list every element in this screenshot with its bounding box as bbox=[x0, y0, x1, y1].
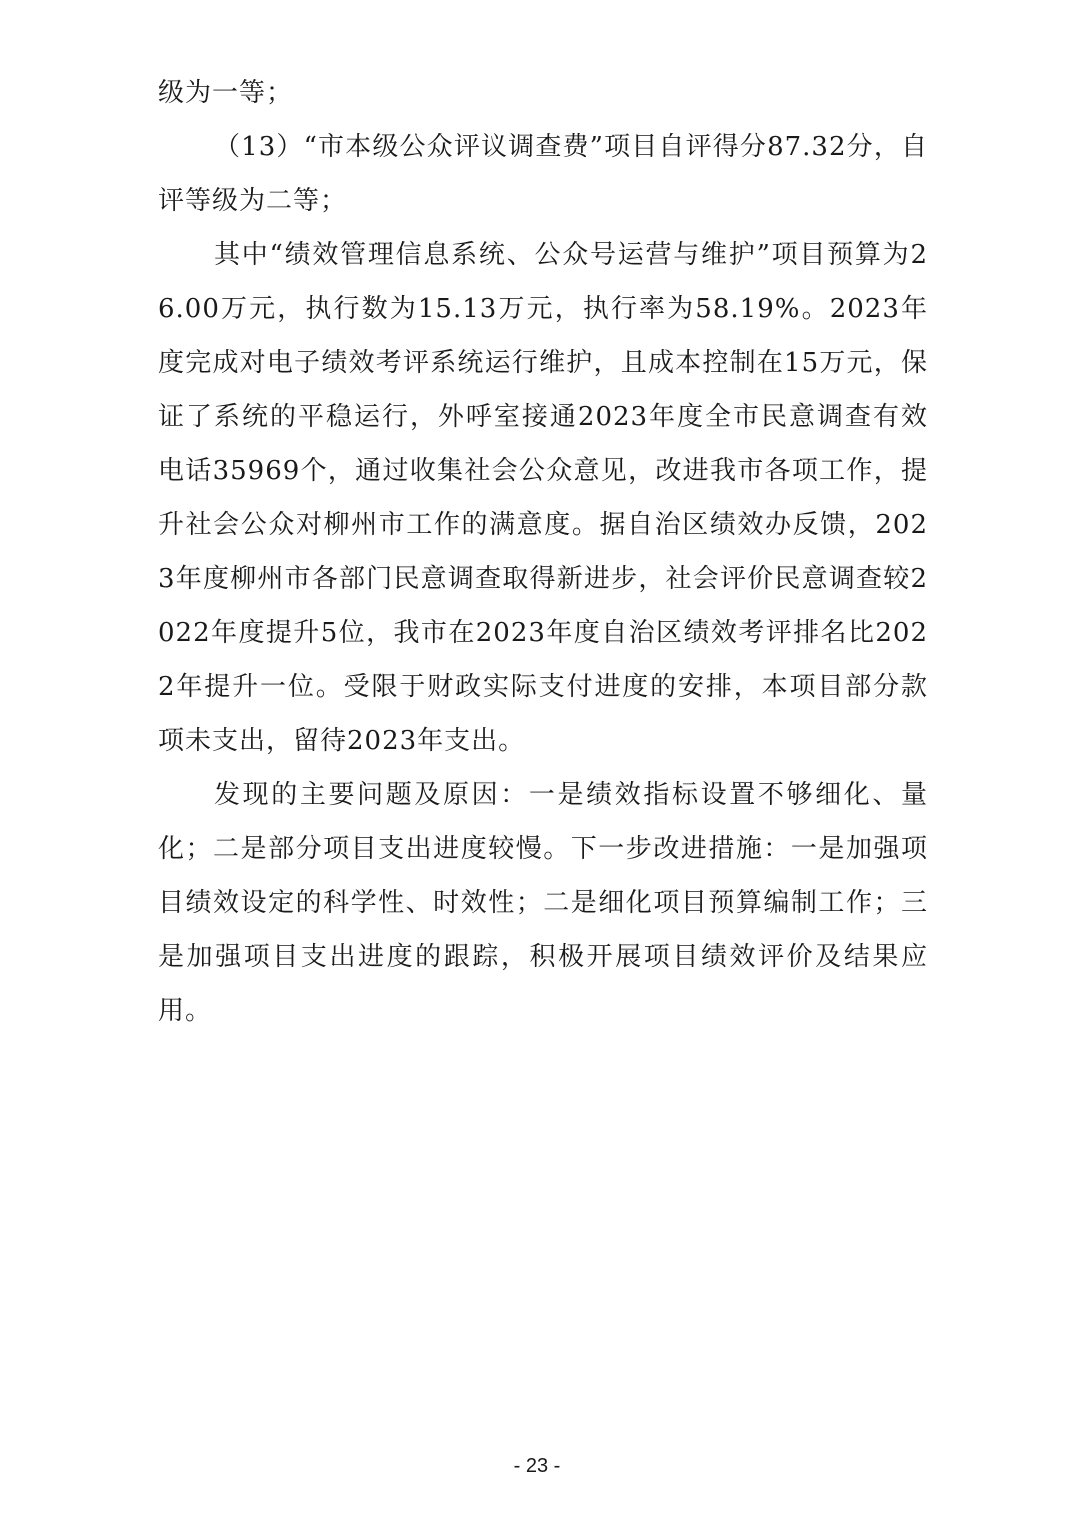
page-number: - 23 - bbox=[513, 1455, 561, 1477]
document-body bbox=[158, 66, 928, 1038]
paragraph-project-detail: 其中“绩效管理信息系统、公众号运营与维护”项目预算为26.00万元，执行数为15.13万元，执行率为58.19%。2023年度完成对电子绩效考评系统运行维护，且成本控制在15万元，保证了系统的平稳运行，外呼室接通2023年度全市民意调查有效电话35969个，通过收集社会公众意见，改进我市各项工作，提升社会公众对柳州市工作的满意度。据自治区绩效办反馈，2023年度柳州市各部门民意调查取得新进步，社会评价民意调查较2022年度提升5位，我市在2023年度自治区绩效考评排名比2022年提升一位。受限于财政实际支付进度的安排，本项目部分款项未支出，留待2023年支出。 bbox=[158, 240, 928, 756]
paragraph-continuation: 级为一等； bbox=[158, 78, 294, 108]
paragraph-item-13: （13）“市本级公众评议调查费”项目自评得分87.32分，自评等级为二等； bbox=[158, 132, 928, 216]
paragraph-problems-and-measures: 发现的主要问题及原因：一是绩效指标设置不够细化、量化；二是部分项目支出进度较慢。下一步改进措施：一是加强项目绩效设定的科学性、时效性；二是细化项目预算编制工作；三是加强项目支出进度的跟踪，积极开展项目绩效评价及结果应用。 bbox=[158, 780, 928, 1026]
